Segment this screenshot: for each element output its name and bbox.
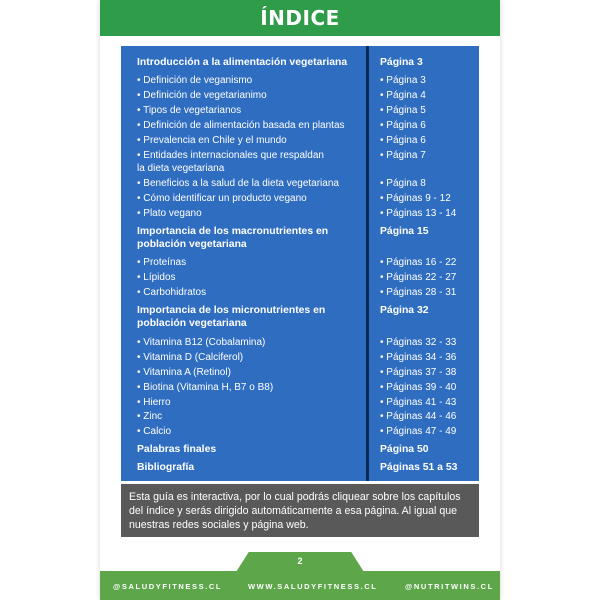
toc-page-micronutrients[interactable]: Página 32 (380, 305, 429, 316)
toc-page-final-words[interactable]: Página 50 (380, 444, 429, 455)
toc-item[interactable]: • Entidades internacionales que respaldan (137, 150, 324, 161)
footer-website-link[interactable]: WWW.SALUDYFITNESS.CL (248, 582, 378, 591)
toc-item[interactable]: • Definición de vegetarianimo (137, 90, 267, 101)
toc-page[interactable]: • Páginas 39 - 40 (380, 382, 457, 393)
toc-page[interactable]: • Página 3 (380, 75, 426, 86)
toc-page[interactable]: • Páginas 47 - 49 (380, 426, 457, 437)
toc-page-bibliography[interactable]: Páginas 51 a 53 (380, 462, 458, 473)
toc-page-intro[interactable]: Página 3 (380, 57, 423, 68)
toc-item[interactable]: • Lípidos (137, 272, 176, 283)
footer-instagram-link-right[interactable]: @NUTRITWINS.CL (405, 582, 494, 591)
toc-item[interactable]: • Tipos de vegetarianos (137, 105, 242, 116)
toc-item[interactable]: • Definición de alimentación basada en plantas (137, 120, 345, 131)
toc-page[interactable]: • Páginas 44 - 46 (380, 411, 457, 422)
footer-instagram-link-left[interactable]: @SALUDYFITNESS.CL (113, 582, 223, 591)
toc-page[interactable]: • Página 4 (380, 90, 426, 101)
toc-page[interactable]: • Páginas 22 - 27 (380, 272, 457, 283)
toc-page[interactable]: • Páginas 16 - 22 (380, 257, 457, 268)
toc-item[interactable]: • Calcio (137, 426, 172, 437)
toc-section-micronutrients-cont[interactable]: población vegetariana (137, 318, 247, 329)
column-divider (366, 46, 369, 481)
toc-item[interactable]: • Biotina (Vitamina H, B7 o B8) (137, 382, 274, 393)
toc-item[interactable]: • Hierro (137, 397, 171, 408)
toc-page[interactable]: • Página 7 (380, 150, 426, 161)
toc-item[interactable]: • Vitamina D (Calciferol) (137, 352, 244, 363)
toc-section-macronutrients-cont[interactable]: población vegetariana (137, 239, 247, 250)
toc-item[interactable]: • Prevalencia en Chile y el mundo (137, 135, 287, 146)
toc-item[interactable]: • Vitamina A (Retinol) (137, 367, 231, 378)
toc-item[interactable]: • Vitamina B12 (Cobalamina) (137, 337, 266, 348)
toc-page[interactable]: • Páginas 32 - 33 (380, 337, 457, 348)
toc-page[interactable]: • Páginas 13 - 14 (380, 208, 457, 219)
toc-section-bibliography[interactable]: Bibliografía (137, 462, 195, 473)
toc-item-continued[interactable]: la dieta vegetariana (137, 163, 225, 174)
toc-page[interactable]: • Página 5 (380, 105, 426, 116)
toc-item[interactable]: • Zinc (137, 411, 163, 422)
toc-section-final-words[interactable]: Palabras finales (137, 444, 217, 455)
toc-page[interactable]: • Páginas 37 - 38 (380, 367, 457, 378)
page-title: ÍNDICE (100, 0, 500, 36)
toc-page[interactable]: • Páginas 34 - 36 (380, 352, 457, 363)
toc-item[interactable]: • Proteínas (137, 257, 187, 268)
page-number: 2 (297, 556, 303, 566)
toc-page[interactable]: • Páginas 9 - 12 (380, 193, 451, 204)
toc-page[interactable]: • Páginas 28 - 31 (380, 287, 457, 298)
interactive-guide-note: Esta guía es interactiva, por lo cual podrás cliquear sobre los capítulos del índice y serás dirigido automáticamente a esa página. Al igual que nuestras redes sociales y página web. (121, 484, 479, 537)
toc-page[interactable]: • Página 6 (380, 135, 426, 146)
toc-item[interactable]: • Plato vegano (137, 208, 202, 219)
toc-page[interactable]: • Página 8 (380, 178, 426, 189)
toc-section-macronutrients[interactable]: Importancia de los macronutrientes en (137, 226, 329, 237)
toc-page[interactable]: • Páginas 41 - 43 (380, 397, 457, 408)
toc-item[interactable]: • Definición de veganismo (137, 75, 253, 86)
toc-section-intro[interactable]: Introducción a la alimentación vegetariana (137, 57, 348, 68)
toc-page-macronutrients[interactable]: Página 15 (380, 226, 429, 237)
toc-section-micronutrients[interactable]: Importancia de los micronutrientes en (137, 305, 326, 316)
toc-item[interactable]: • Cómo identificar un producto vegano (137, 193, 307, 204)
toc-page[interactable]: • Página 6 (380, 120, 426, 131)
toc-item[interactable]: • Beneficios a la salud de la dieta vegetariana (137, 178, 339, 189)
toc-item[interactable]: • Carbohidratos (137, 287, 207, 298)
